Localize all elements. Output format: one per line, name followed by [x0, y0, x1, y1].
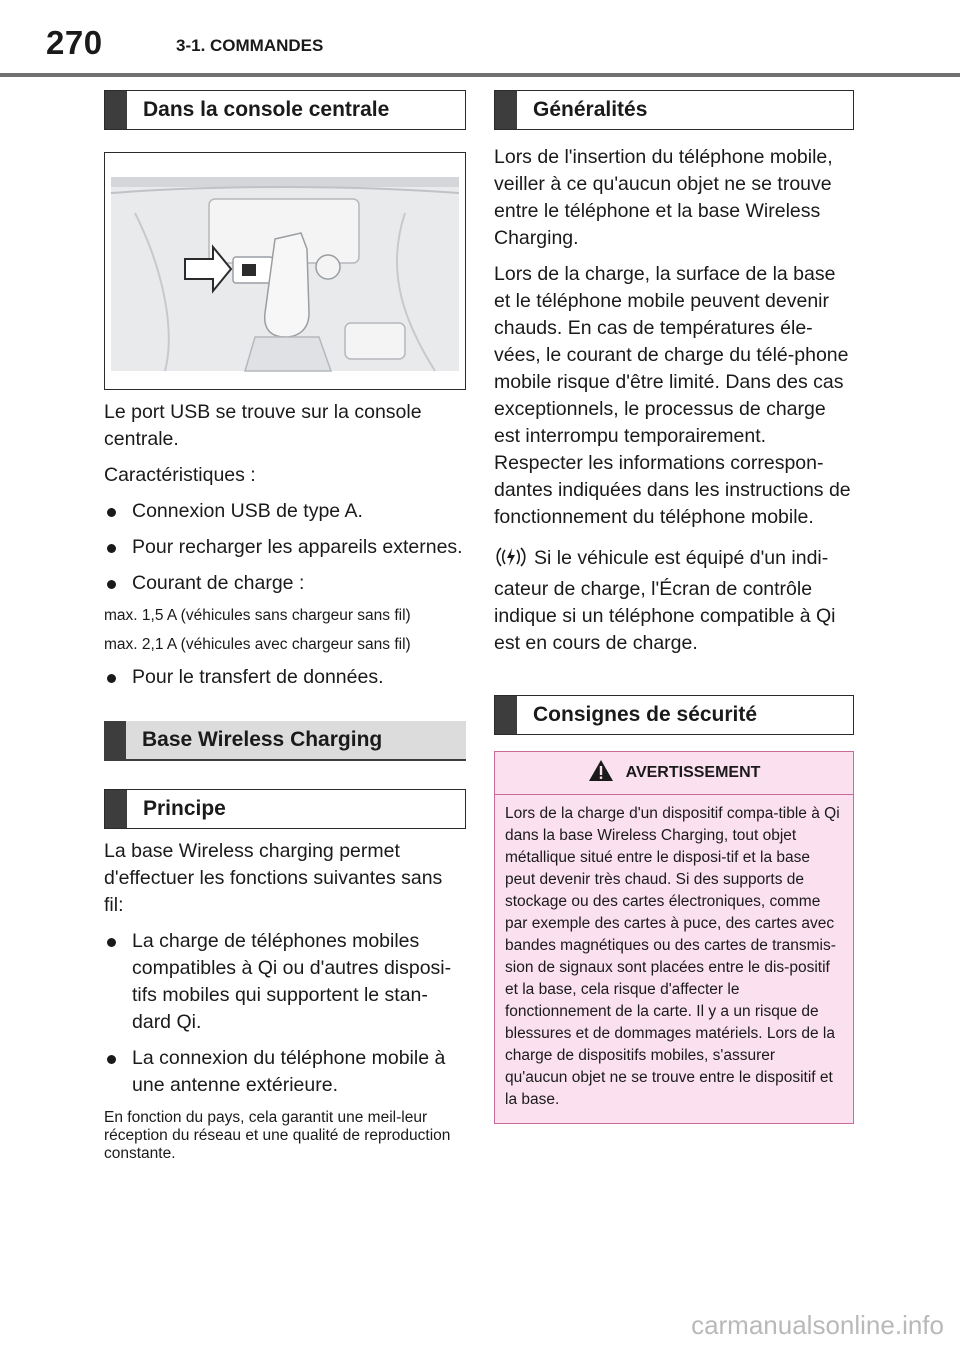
warning-header — [495, 752, 853, 795]
heading-safety — [494, 695, 854, 735]
warning-box — [494, 751, 854, 1124]
current-note-1: max. 1,5 A (véhicules sans chargeur sans fil) — [104, 607, 411, 624]
heading-bar — [495, 696, 517, 734]
console-illustration — [104, 152, 466, 390]
heading-general — [494, 90, 854, 130]
heading-wireless — [104, 721, 466, 761]
heading-console-text: Dans la console centrale — [143, 98, 390, 121]
list-item: La connexion du téléphone mobile à une antenne extérieure. — [104, 1045, 466, 1099]
heading-principe — [104, 789, 466, 829]
wireless-charging-icon — [494, 546, 528, 576]
general-paragraph-2: Lors de la charge, la surface de la base et le téléphone mobile peuvent devenir chauds. En cas de températures éle-vées, le courant de charge du télé-phone mobile risque d'être limité. Dans des cas exceptionnels, le processus de charge est interrompu temporairement. Respecter les informations correspon-dantes indiquées dans les instructions de fonctionnement du téléphone mobile. — [494, 263, 851, 528]
gear-selector-base — [245, 337, 331, 371]
general-section — [494, 144, 854, 657]
header-rule — [0, 73, 960, 77]
controller-knob — [316, 255, 340, 279]
features-list — [104, 498, 466, 597]
left-column — [104, 90, 466, 1163]
list-item: La charge de téléphones mobiles compatibles à Qi ou d'autres disposi-tifs mobiles qui supportent le stan-dard Qi. — [104, 928, 466, 1036]
warning-title: AVERTISSEMENT — [625, 764, 761, 781]
heading-general-text: Généralités — [533, 98, 648, 121]
general-paragraph-1: Lors de l'insertion du téléphone mobile, veiller à ce qu'aucun objet ne se trouve entre le téléphone et la base Wireless Charging. — [494, 146, 833, 249]
heading-safety-text: Consignes de sécurité — [533, 703, 758, 726]
right-column — [494, 90, 854, 1124]
list-item: Courant de charge : — [104, 570, 466, 597]
principe-intro: La base Wireless charging permet d'effectuer les fonctions suivantes sans fil: — [104, 840, 443, 916]
heading-console — [104, 90, 466, 130]
console-drawing — [105, 153, 465, 389]
general-paragraph-3 — [494, 545, 854, 657]
list-item: Pour recharger les appareils externes. — [104, 534, 466, 561]
data-transfer-list — [104, 664, 466, 691]
current-note-2: max. 2,1 A (véhicules avec chargeur sans fil) — [104, 636, 411, 653]
warning-triangle-icon — [588, 759, 614, 787]
heading-bar — [105, 91, 127, 129]
page-header — [0, 0, 960, 76]
watermark: carmanualsonline.info — [691, 1310, 944, 1340]
heading-bar — [104, 721, 126, 759]
heading-bar — [495, 91, 517, 129]
console-buttons — [345, 323, 405, 359]
principe-section — [104, 838, 466, 1163]
heading-wireless-text: Base Wireless Charging — [142, 728, 383, 751]
principe-list — [104, 928, 466, 1099]
general-paragraph-3-text: Si le véhicule est équipé d'un indi-cateur de charge, l'Écran de contrôle indique si un téléphone compatible à Qi est en cours de charge. — [494, 547, 836, 654]
section-label: 3-1. COMMANDES — [176, 36, 324, 55]
list-item: Connexion USB de type A. — [104, 498, 466, 525]
usb-section — [104, 399, 466, 691]
principe-note: En fonction du pays, cela garantit une meil-leur réception du réseau et une qualité de reproduction constante. — [104, 1109, 451, 1162]
features-label: Caractéristiques : — [104, 464, 256, 486]
heading-bar — [105, 790, 127, 828]
usb-port — [242, 264, 256, 276]
page-number: 270 — [46, 24, 103, 61]
usb-intro: Le port USB se trouve sur la console centrale. — [104, 401, 422, 450]
list-item: Pour le transfert de données. — [104, 664, 466, 691]
dashboard-edge — [111, 177, 459, 187]
heading-principe-text: Principe — [143, 797, 226, 820]
warning-text: Lors de la charge d'un dispositif compa-tible à Qi dans la base Wireless Charging, tout objet métallique situé entre le disposi-tif et la base peut devenir très chaud. Si des supports de stockage ou des cartes électroniques, comme par exemple des cartes à puce, des cartes avec bandes magnétiques ou des cartes de transmis-sion de signaux sont placées entre le dis-positif et la base, cela risque d'affecter le fonctionnement de la carte. Il y a un risque de blessures et de dommages matériels. Lors de la charge de dispositifs mobiles, s'assurer qu'aucun objet ne se trouve entre le dispositif et la base. — [505, 805, 840, 1108]
